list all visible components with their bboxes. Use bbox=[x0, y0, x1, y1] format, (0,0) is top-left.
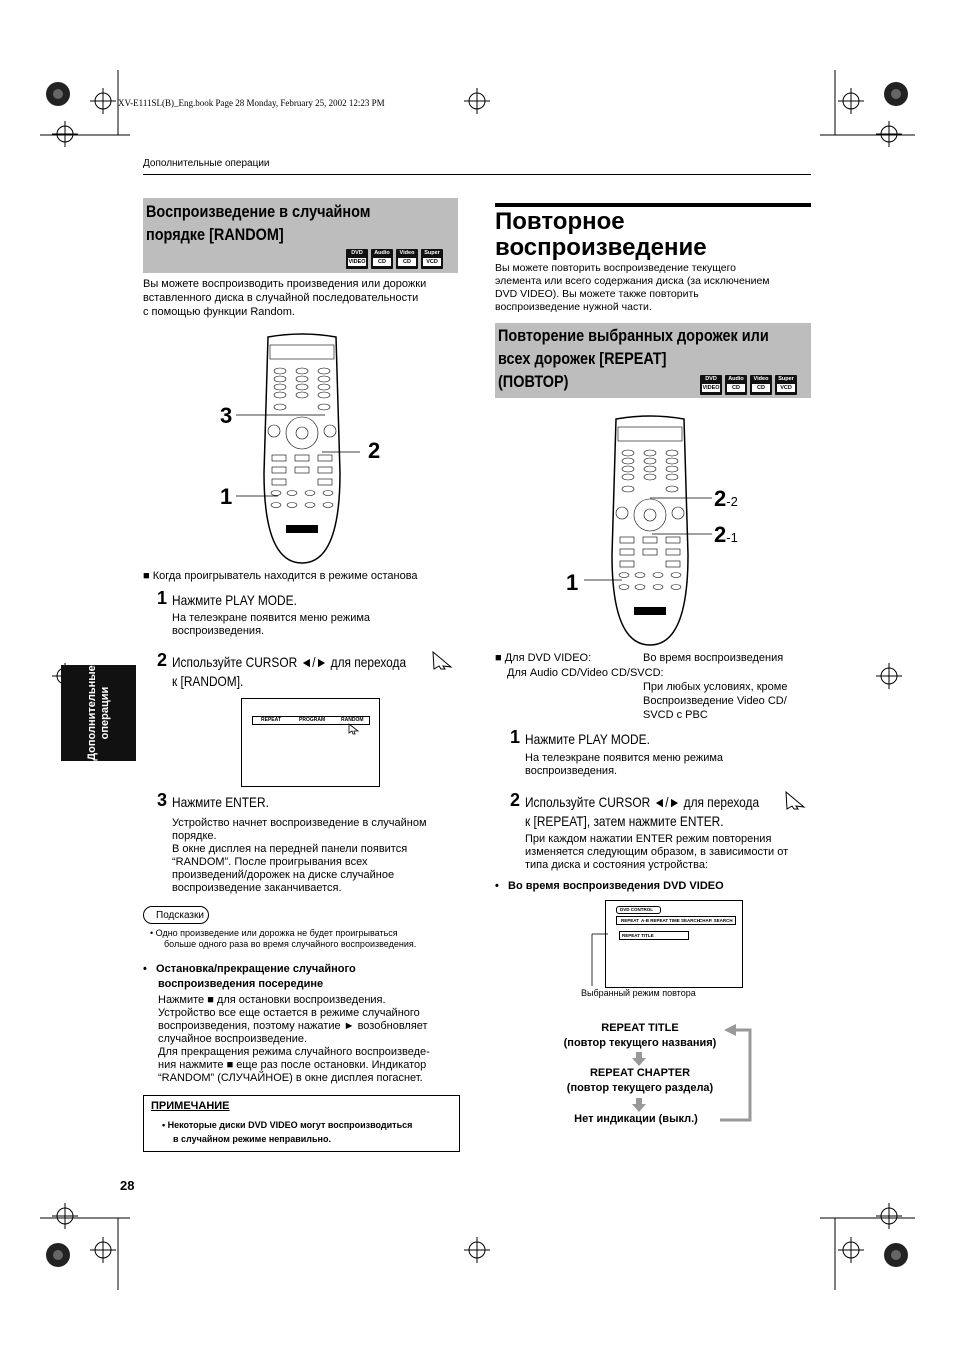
badge-audio-cd: Audio CD bbox=[371, 249, 393, 269]
r-step2-number: 2 bbox=[510, 790, 521, 810]
cursor-icon bbox=[784, 790, 806, 810]
step3-number: 3 bbox=[157, 790, 168, 810]
r-step2-title-b: к [REPEAT], затем нажмите ENTER. bbox=[525, 813, 724, 829]
callout-2: 2 bbox=[368, 438, 381, 463]
callout-3: 3 bbox=[220, 403, 233, 428]
stop-body: Нажмите ■ для остановки воспроизведения. Устройство все еще остается в режиме случайного воспроизведения, поэтому нажатие ► возобновляет случайное воспроизведение. Для прекращения режима случайного воспроизведе- ния нажмите ■ еще раз после остановки. Индикатор “RANDOM” (СЛУЧАЙНОЕ) в окне дисплея погаснет. bbox=[158, 994, 430, 1084]
callout-1-right: 1 bbox=[566, 570, 579, 595]
print-header: XV-E111SL(B)_Eng.book Page 28 Monday, February 25, 2002 12:23 PM bbox=[118, 98, 385, 108]
header-rule bbox=[143, 174, 811, 175]
callout-2-1: 2-1 bbox=[714, 522, 738, 547]
step2-number: 2 bbox=[157, 650, 168, 670]
side-tab bbox=[61, 665, 136, 761]
repeat-selection: REPEAT TITLE bbox=[619, 931, 689, 940]
flow-off: Нет индикации (выкл.) bbox=[574, 1113, 698, 1125]
badge-super-vcd: Super VCD bbox=[775, 375, 797, 395]
hint-text: • Одно произведение или дорожка не будет проигрываться больше одного раза во время случайного воспроизведения. bbox=[150, 928, 417, 949]
random-title-line1: Воспроизведение в случайном bbox=[146, 202, 371, 221]
r-step1-body: На телеэкране появится меню режима воспроизведения. bbox=[525, 752, 724, 777]
side-tab-line2: операции bbox=[98, 686, 111, 740]
note-text: • Некоторые диски DVD VIDEO могут воспроизводиться в случайном режиме неправильно. bbox=[162, 1120, 413, 1144]
random-title-bar bbox=[143, 198, 458, 273]
random-intro: Вы можете воспроизводить произведения или дорожки вставленного диска в случайной последовательности с помощью функции Random. bbox=[143, 278, 427, 318]
random-condition: ■ Когда проигрыватель находится в режиме останова bbox=[143, 570, 418, 582]
big-title-rule bbox=[495, 203, 811, 207]
r-step2-body: При каждом нажатии ENTER режим повторения изменяется следующим образом, в зависимости от типа диска и состояния устройства: bbox=[525, 833, 789, 871]
disc-badges bbox=[343, 249, 443, 269]
repeat-disc-badges bbox=[697, 375, 797, 395]
badge-dvd-video: DVD VIDEO bbox=[700, 375, 722, 395]
repeat-title-line3: (ПОВТОР) bbox=[498, 372, 569, 391]
badge-video-cd: Video CD bbox=[396, 249, 418, 269]
badge-super-vcd: Super VCD bbox=[421, 249, 443, 269]
cond-dvd: ■ Для DVD VIDEO: bbox=[495, 652, 592, 664]
cond-dvd-value: Во время воспроизведения bbox=[643, 652, 784, 664]
badge-audio-cd: Audio CD bbox=[725, 375, 747, 395]
step2-title-a: Используйте CURSOR ◄/► для перехода bbox=[172, 654, 407, 670]
repeat-title-line2: всех дорожек [REPEAT] bbox=[498, 349, 667, 368]
callout-2-2: 2-2 bbox=[714, 486, 738, 511]
step3-body: Устройство начнет воспроизведение в случайном порядке. В окне дисплея на передней панели появится “RANDOM”. После проигрывания всех произведений/дорожек на диске случайное воспроизведение заканчивается. bbox=[172, 817, 427, 894]
repeat-title-line1: Повторение выбранных дорожек или bbox=[498, 326, 769, 345]
play-mode-menu: REPEAT PROGRAM RANDOM bbox=[252, 716, 370, 725]
cond-cd: Для Audio CD/Video CD/SVCD: bbox=[507, 667, 664, 679]
r-step1-number: 1 bbox=[510, 727, 521, 747]
dvd-bullet: • Во время воспроизведения DVD VIDEO bbox=[495, 880, 724, 892]
page-number: 28 bbox=[120, 1178, 135, 1193]
side-tab-line1: Дополнительные bbox=[85, 665, 98, 761]
step1-number: 1 bbox=[157, 588, 168, 608]
flow-repeat-chapter: REPEAT CHAPTER (повтор текущего раздела) bbox=[566, 1067, 714, 1094]
callout-lines-left bbox=[230, 400, 370, 510]
random-title-line2: порядке [RANDOM] bbox=[146, 225, 284, 244]
repeat-title-bar bbox=[495, 323, 811, 398]
dvd-control-tabs: REPEAT A-B REPEAT TIME SEARCH CHAP. SEARCH bbox=[616, 916, 736, 925]
callout-1: 1 bbox=[220, 484, 233, 509]
hint-label: Подсказки bbox=[143, 906, 209, 924]
section-label: Дополнительные операции bbox=[143, 158, 270, 169]
random-screen bbox=[241, 698, 380, 787]
pointer-icon bbox=[348, 723, 360, 735]
step2-title-b: к [RANDOM]. bbox=[172, 673, 244, 689]
dvd-control-screen bbox=[605, 900, 743, 988]
cond-cd-value: При любых условиях, кроме Воспроизведение Video CD/ SVCD с PBC bbox=[643, 681, 788, 721]
dvd-control-header: DVD CONTROL bbox=[616, 906, 661, 914]
callout-lines-right bbox=[580, 490, 720, 590]
screen-caption: Выбранный режим повтора bbox=[581, 988, 696, 998]
note-title: ПРИМЕЧАНИЕ bbox=[151, 1100, 230, 1112]
r-step1-title: Нажмите PLAY MODE. bbox=[525, 731, 650, 747]
flow-repeat-title: REPEAT TITLE (повтор текущего названия) bbox=[563, 1022, 717, 1049]
cursor-icon bbox=[431, 650, 453, 670]
note-box bbox=[143, 1095, 460, 1152]
r-step2-title-a: Используйте CURSOR ◄/► для перехода bbox=[525, 794, 760, 810]
stop-title: • Остановка/прекращение случайного воспроизведения посередине bbox=[143, 963, 356, 990]
step1-title: Нажмите PLAY MODE. bbox=[172, 592, 297, 608]
screen-caption-lines bbox=[588, 930, 618, 990]
repeat-big-title: Повторное воспроизведение bbox=[495, 208, 707, 261]
repeat-intro: Вы можете повторить воспроизведение текущего элемента или всего содержания диска (за исключением DVD VIDEO). Вы можете также повторить воспроизведение нужной части. bbox=[495, 262, 770, 313]
step3-title: Нажмите ENTER. bbox=[172, 794, 269, 810]
badge-dvd-video: DVD VIDEO bbox=[346, 249, 368, 269]
badge-video-cd: Video CD bbox=[750, 375, 772, 395]
step1-body: На телеэкране появится меню режима воспроизведения. bbox=[172, 612, 371, 637]
flow-arrows bbox=[620, 1022, 760, 1128]
